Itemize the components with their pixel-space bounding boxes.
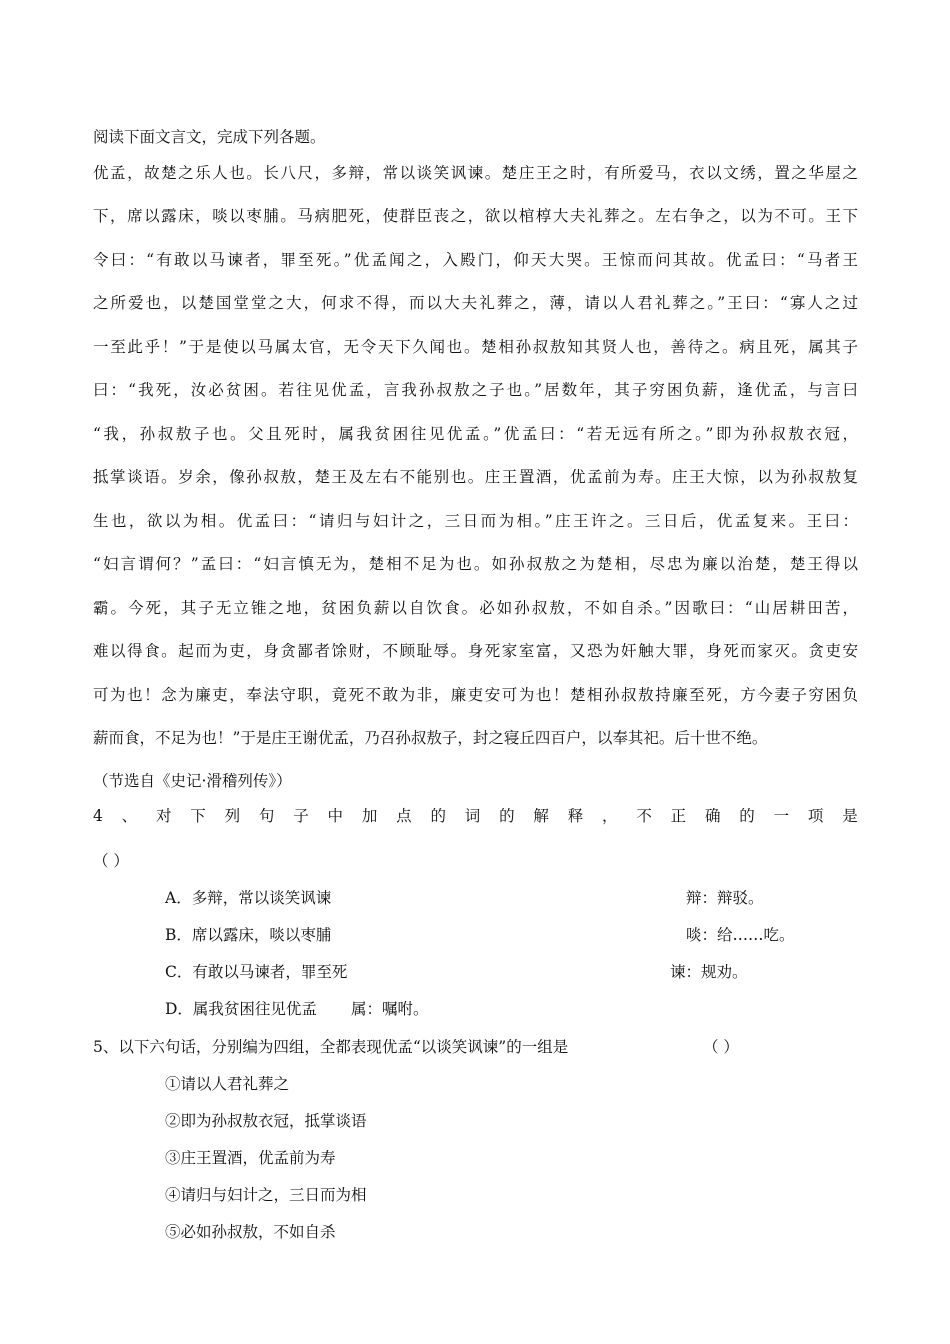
q4-option-a: A．多辩，常以谈笑讽谏 <box>165 889 332 907</box>
q4-char: 4 <box>93 807 103 825</box>
passage-line: 可为也！念为廉吏，奉法守职，竟死不敢为非，廉吏安可为也！楚相孙叔敖持廉至死，方今妻子穷困负 <box>93 686 858 704</box>
instruction-text: 阅读下面文言文，完成下列各题。 <box>93 128 326 146</box>
passage-line: 之所爱也，以楚国堂堂之大，何求不得，而以大夫礼葬之，薄，请以人君礼葬之。”王曰：“寡人之过 <box>93 294 858 312</box>
question-4-stem <box>93 805 858 827</box>
q4-option-c-gloss: 谏：规劝。 <box>670 963 748 981</box>
q4-char: 的 <box>499 807 515 825</box>
q5-item-1: ①请以人君礼葬之 <box>165 1075 290 1093</box>
q4-option-a-gloss: 辩：辩驳。 <box>686 889 764 907</box>
passage-line: 生也，欲以为相。优孟曰：“请归与妇计之，三日而为相。”庄王许之。三日后，优孟复来。王曰： <box>93 512 858 530</box>
q4-char: 词 <box>464 807 481 825</box>
q4-char: 中 <box>327 807 344 825</box>
q4-char: 子 <box>293 807 309 825</box>
question-5-stem: 5、以下六句话，分别编为四组，全都表现优孟“以谈笑讽谏”的一组是 <box>93 1038 569 1056</box>
passage-line: 下，席以露床，啖以枣脯。马病肥死，使群臣丧之，欲以棺椁大夫礼葬之。左右争之，以为不可。王下 <box>93 207 858 225</box>
q4-char: 句 <box>258 807 275 825</box>
q4-char: 一 <box>773 807 790 825</box>
q5-item-2: ②即为孙叔敖衣冠，抵掌谈语 <box>165 1112 367 1130</box>
q4-char: 确 <box>704 807 721 825</box>
q4-char: 点 <box>396 807 412 825</box>
q4-option-b: B．席以露床，啖以枣脯 <box>165 926 332 944</box>
passage-line: 令曰：“有敢以马谏者，罪至死。”优孟闻之，入殿门，仰天大哭。王惊而问其故。优孟曰：“马者王 <box>93 251 858 269</box>
q4-char: 释 <box>567 807 584 825</box>
q4-char: 是 <box>842 807 858 825</box>
q4-option-d-gloss: 属：嘱咐。 <box>351 1000 429 1018</box>
q5-item-5: ⑤必如孙叔敖，不如自杀 <box>165 1223 336 1241</box>
q4-option-b-gloss: 啖：给……吃。 <box>686 926 795 944</box>
passage-last-line: 薪而食，不足为也！”于是庄王谢优孟，乃召孙叔敖子，封之寝丘四百户，以奉其祀。后十世不绝。 <box>93 729 768 747</box>
q4-char: 正 <box>670 807 687 825</box>
passage-line: 抵掌谈语。岁余，像孙叔敖，楚王及左右不能别也。庄王置酒，优孟前为寿。庄王大惊，以为孙叔敖复 <box>93 468 858 486</box>
q5-item-4: ④请归与妇计之，三日而为相 <box>165 1186 367 1204</box>
passage-line: “妇言谓何？”孟曰：“妇言慎无为，楚相不足为也。如孙叔敖之为楚相，尽忠为廉以治楚，楚王得以 <box>93 555 858 573</box>
q4-char: ， <box>602 807 618 825</box>
passage-line: 难以得食。起而为吏，身贪鄙者馀财，不顾耻辱。身死家室富，又恐为奸触大罪，身死而家灭。贪吏安 <box>93 642 858 660</box>
passage-line: “我，孙叔敖子也。父且死时，属我贫困往见优孟。”优孟曰：“若无远有所之。”即为孙叔敖衣冠， <box>93 425 858 443</box>
q4-char: 的 <box>739 807 755 825</box>
q4-char: 列 <box>224 807 241 825</box>
q4-char: 对 <box>155 807 172 825</box>
q4-char: 不 <box>636 807 652 825</box>
question-4-answer-blank: （ ） <box>93 852 129 870</box>
q4-char: 下 <box>190 807 206 825</box>
q5-item-3: ③庄王置酒，优孟前为寿 <box>165 1149 336 1167</box>
question-5-answer-blank: （ ） <box>703 1038 739 1056</box>
q4-option-d: D．属我贫困往见优孟 <box>165 1000 317 1018</box>
q4-option-c: C．有敢以马谏者，罪至死 <box>165 963 348 981</box>
q4-char: 加 <box>361 807 378 825</box>
passage-line: 一至此乎！”于是使以马属太官，无令天下久闻也。楚相孙叔敖知其贤人也，善待之。病且死，属其子 <box>93 338 858 356</box>
q4-char: 解 <box>533 807 549 825</box>
q4-char: 的 <box>430 807 446 825</box>
source-citation: （节选自《史记·滑稽列传》） <box>93 772 292 790</box>
passage-line: 霸。今死，其子无立锥之地，贫困负薪以自饮食。必如孙叔敖，不如自杀。”因歌曰：“山居耕田苦， <box>93 599 858 617</box>
q4-char: 项 <box>807 807 824 825</box>
passage-line: 曰：“我死，汝必贫困。若往见优孟，言我孙叔敖之子也。”居数年，其子穷困负薪，逢优孟，与言曰 <box>93 381 858 399</box>
passage-line: 优孟，故楚之乐人也。长八尺，多辩，常以谈笑讽谏。楚庄王之时，有所爱马，衣以文绣，置之华屋之 <box>93 164 858 182</box>
q4-char: 、 <box>121 807 138 825</box>
